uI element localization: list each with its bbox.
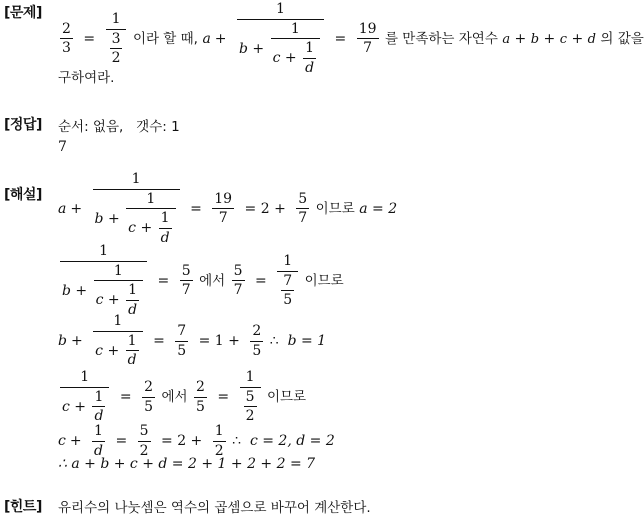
answer-label: [정답] <box>4 117 42 133</box>
in-text: 에서 <box>161 389 188 406</box>
fraction: $\frac{2}{3}$ <box>62 20 71 57</box>
explanation-line-1: a + 1 b + 1 c + $\frac{1}{d}$ = $\frac{19}{7}$ = 2 + $\frac{5}{7}$ 이므로 a = 2 <box>58 171 398 247</box>
explanation-line-5: c + $\frac{1}{d}$ = $\frac{5}{2}$ = 2 + $\frac{1}{2}$ ∴ c = 2, d = 2 <box>58 423 335 459</box>
in-text: 에서 <box>199 272 226 289</box>
continued-fraction: 1 b + 1 c + $\frac{1}{d}$ <box>237 2 324 76</box>
answer-meta <box>58 115 180 135</box>
b-result: b = 1 <box>287 333 327 350</box>
cd-result: c = 2, d = 2 <box>249 433 335 450</box>
hint-label: [힌트] <box>4 499 42 515</box>
problem-text-3: 의 값을 <box>600 30 644 47</box>
problem-line-1: $\frac{2}{3}$ = $\frac{1}{\frac{3}{2}}$ 이라 할 때, a + 1 b + 1 c + $\frac{1}{d}$ = $\frac{19}{7}$ 를 만족하는 자연수 a + b + c + d 의 값을 <box>62 1 644 77</box>
problem-text-2: 를 만족하는 자연수 <box>384 30 498 47</box>
answer-count: 갯수: 1 <box>136 119 180 135</box>
problem-text-1: 이라 할 때, <box>132 30 198 47</box>
problem-label: [문제] <box>4 5 42 21</box>
since-text: 이므로 <box>315 200 355 217</box>
fraction: $\frac{1}{\frac{3}{2}}$ <box>106 12 127 66</box>
a-result: a = 2 <box>359 200 398 217</box>
hint-text: 유리수의 나눗셈은 역수의 곱셈으로 바꾸어 계산한다. <box>58 500 371 516</box>
since-text: 이므로 <box>266 389 307 406</box>
explanation-line-2: 1 b + 1 c + $\frac{1}{d}$ = $\frac{5}{7}$ 에서 $\frac{5}{7}$ = $\frac{1}{\frac{7}{5}}$ 이므로 <box>62 243 344 319</box>
explanation-label: [해설] <box>4 187 42 203</box>
explanation-final: ∴ a + b + c + d = 2 + 1 + 2 + 2 = 7 <box>58 456 316 472</box>
problem-text-4: 구하여라. <box>58 70 115 86</box>
answer-order: 순서: 없음, <box>58 119 124 135</box>
explanation-line-3: b + 1 c + $\frac{1}{d}$ = $\frac{7}{5}$ = 1 + $\frac{2}{5}$ ∴ b = 1 <box>58 313 327 369</box>
explanation-line-4: 1 c + $\frac{1}{d}$ = $\frac{2}{5}$ 에서 $\frac{2}{5}$ = $\frac{1}{\frac{5}{2}}$ 이므로 <box>62 369 307 425</box>
since-text: 이므로 <box>304 272 344 289</box>
answer-value: 7 <box>58 139 67 155</box>
